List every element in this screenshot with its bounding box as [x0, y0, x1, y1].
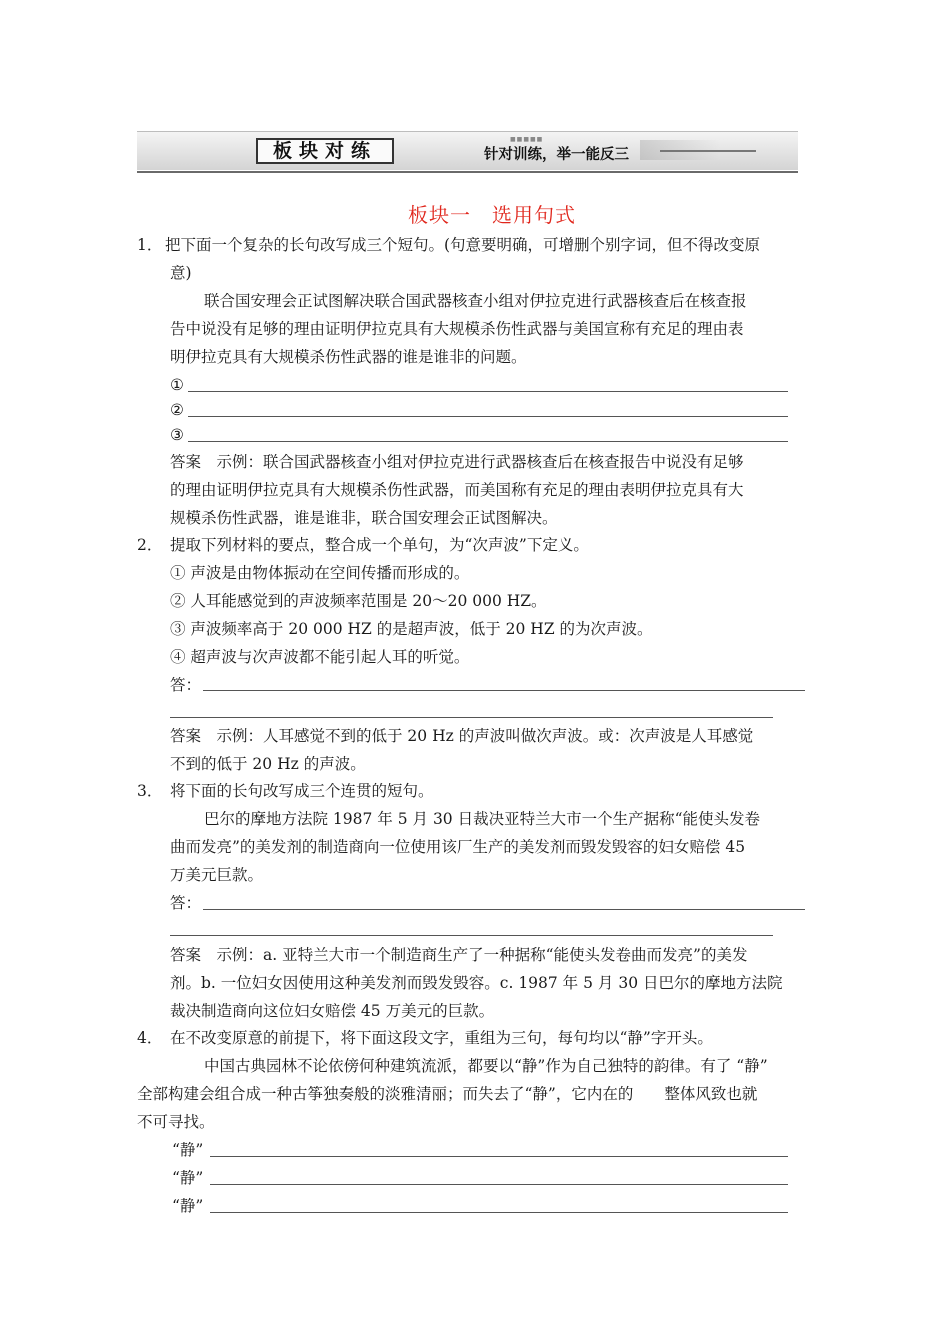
q4-material-line-3: 不可寻找。 — [137, 1113, 215, 1131]
q1-number: 1． — [137, 236, 163, 254]
q3-answer-prompt: 答： — [170, 894, 202, 912]
q1-answer-blank-3[interactable] — [188, 441, 788, 442]
q1-answer-line-3: 规模杀伤性武器，谁是谁非，联合国安理会正试图解决。 — [170, 509, 558, 527]
q3-material-line-3: 万美元巨款。 — [170, 866, 264, 884]
q1-blank-label-1: ① — [170, 376, 184, 394]
page-title: 板块一 选用句式 — [408, 203, 576, 227]
q4-blank-label-2: “静” — [172, 1169, 204, 1187]
q3-answer-blank-2[interactable] — [170, 935, 773, 936]
q1-material-line-1: 联合国安理会正试图解决联合国武器核查小组对伊拉克进行武器核查后在核查报 — [204, 292, 747, 310]
q4-number: 4． — [137, 1029, 163, 1047]
banner-label: 板块对练 — [256, 138, 394, 164]
q3-number: 3． — [137, 782, 163, 800]
q4-answer-blank-1[interactable] — [210, 1156, 788, 1157]
q2-point-4: ④ 超声波与次声波都不能引起人耳的听觉。 — [170, 648, 470, 666]
q2-answer-blank-2[interactable] — [170, 717, 773, 718]
q2-answer-prompt: 答： — [170, 676, 202, 694]
q4-blank-label-1: “静” — [172, 1141, 204, 1159]
q2-point-2: ② 人耳能感觉到的声波频率范围是 20～20 000 HZ。 — [170, 592, 547, 610]
q4-blank-label-3: “静” — [172, 1197, 204, 1215]
q2-answer-blank-1[interactable] — [203, 690, 805, 691]
q3-answer-line-1: 答案 示例：a. 亚特兰大市一个制造商生产了一种据称“能使头发卷曲而发亮”的美发 — [170, 946, 748, 964]
q2-answer-line-2: 不到的低于 20 Hz 的声波。 — [170, 755, 366, 773]
q1-answer-blank-1[interactable] — [188, 391, 788, 392]
q1-blank-label-3: ③ — [170, 426, 184, 444]
q1-material-line-2: 告中说没有足够的理由证明伊拉克具有大规模杀伤性武器与美国宣称有充足的理由表 — [170, 320, 744, 338]
q2-answer-line-1: 答案 示例：人耳感觉不到的低于 20 Hz 的声波叫做次声波。或：次声波是人耳感觉 — [170, 727, 754, 745]
q1-stem-line-2: 意) — [170, 264, 192, 282]
q1-blank-label-2: ② — [170, 401, 184, 419]
q1-answer-line-2: 的理由证明伊拉克具有大规模杀伤性武器，而美国称有充足的理由表明伊拉克具有大 — [170, 481, 744, 499]
q3-material-line-2: 曲而发亮”的美发剂的制造商向一位使用该厂生产的美发剂而毁发毁容的妇女赔偿 45 — [170, 838, 746, 856]
banner-dots: ■■■■■ — [510, 136, 544, 143]
q4-answer-blank-3[interactable] — [210, 1212, 788, 1213]
q3-answer-line-2: 剂。b. 一位妇女因使用这种美发剂而毁发毁容。c. 1987 年 5 月 30 日巴尔的摩地方法院 — [170, 974, 783, 992]
q2-number: 2． — [137, 536, 163, 554]
q3-answer-line-3: 裁决制造商向这位妇女赔偿 45 万美元的巨款。 — [170, 1002, 495, 1020]
q1-stem-line-1: 把下面一个复杂的长句改写成三个短句。(句意要明确，可增删个别字词，但不得改变原 — [165, 236, 761, 254]
q3-stem: 将下面的长句改写成三个连贯的短句。 — [170, 782, 434, 800]
q1-material-line-3: 明伊拉克具有大规模杀伤性武器的谁是谁非的问题。 — [170, 348, 527, 366]
q4-material-line-2: 全部构建会组合成一种古筝独奏般的淡雅清丽；而失去了“静”，它内在的 整体风致也就 — [137, 1085, 758, 1103]
q3-answer-blank-1[interactable] — [203, 909, 805, 910]
q2-point-1: ① 声波是由物体振动在空间传播而形成的。 — [170, 564, 470, 582]
banner-slogan: 针对训练，举一能反三 — [484, 147, 629, 163]
q2-stem: 提取下列材料的要点，整合成一个单句，为“次声波”下定义。 — [170, 536, 589, 554]
q4-material-line-1: 中国古典园林不论依傍何种建筑流派，都要以“静”作为自己独特的韵律。有了 “静” — [204, 1057, 768, 1075]
q1-answer-blank-2[interactable] — [188, 416, 788, 417]
q1-answer-line-1: 答案 示例：联合国武器核查小组对伊拉克进行武器核查后在核查报告中说没有足够 — [170, 453, 744, 471]
banner-rule — [660, 150, 756, 152]
banner-divider — [137, 171, 798, 173]
q3-material-line-1: 巴尔的摩地方法院 1987 年 5 月 30 日裁决亚特兰大市一个生产据称“能使头发卷 — [204, 810, 761, 828]
q4-stem: 在不改变原意的前提下，将下面这段文字，重组为三句，每句均以“静”字开头。 — [170, 1029, 713, 1047]
q4-answer-blank-2[interactable] — [210, 1184, 788, 1185]
q2-point-3: ③ 声波频率高于 20 000 HZ 的是超声波，低于 20 HZ 的为次声波。 — [170, 620, 653, 638]
